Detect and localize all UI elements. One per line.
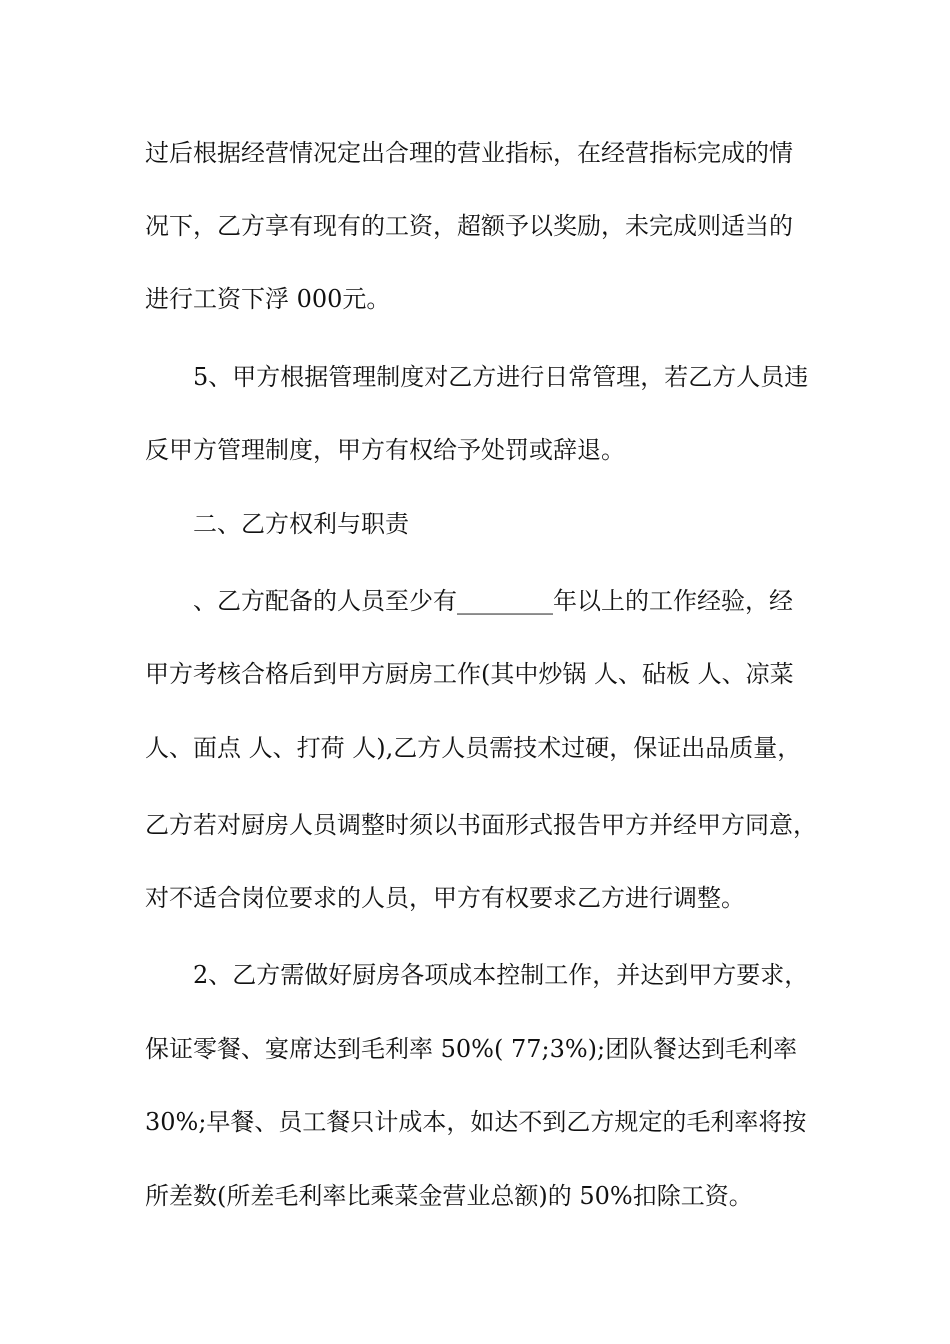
paragraph-1-start: 、乙方配备的人员至少有________年以上的工作经验，经 [193, 587, 793, 615]
text-line: 30%;早餐、员工餐只计成本，如达不到乙方规定的毛利率将按 [145, 1108, 807, 1136]
text-line: 所差数(所差毛利率比乘菜金营业总额)的 50%扣除工资。 [145, 1182, 753, 1210]
text-line: 况下，乙方享有现有的工资，超额予以奖励，未完成则适当的 [145, 212, 793, 240]
text-line: 保证零餐、宴席达到毛利率 50%( 77;3%);团队餐达到毛利率 [145, 1035, 798, 1063]
section-heading: 二、乙方权利与职责 [193, 510, 409, 538]
text-line: 对不适合岗位要求的人员，甲方有权要求乙方进行调整。 [145, 884, 745, 912]
text-line: 乙方若对厨房人员调整时须以书面形式报告甲方并经甲方同意， [145, 811, 817, 839]
text-line: 反甲方管理制度，甲方有权给予处罚或辞退。 [145, 436, 625, 464]
text-line: 甲方考核合格后到甲方厨房工作(其中炒锅 人、砧板 人、凉菜 [145, 660, 794, 688]
text-line: 人、面点 人、打荷 人),乙方人员需技术过硬，保证出品质量， [145, 734, 802, 762]
text-line: 过后根据经营情况定出合理的营业指标，在经营指标完成的情 [145, 139, 793, 167]
text-line: 进行工资下浮 000元。 [145, 285, 391, 313]
paragraph-5-start: 5、甲方根据管理制度对乙方进行日常管理，若乙方人员违 [193, 363, 809, 391]
paragraph-2-start: 2、乙方需做好厨房各项成本控制工作，并达到甲方要求， [193, 961, 809, 989]
